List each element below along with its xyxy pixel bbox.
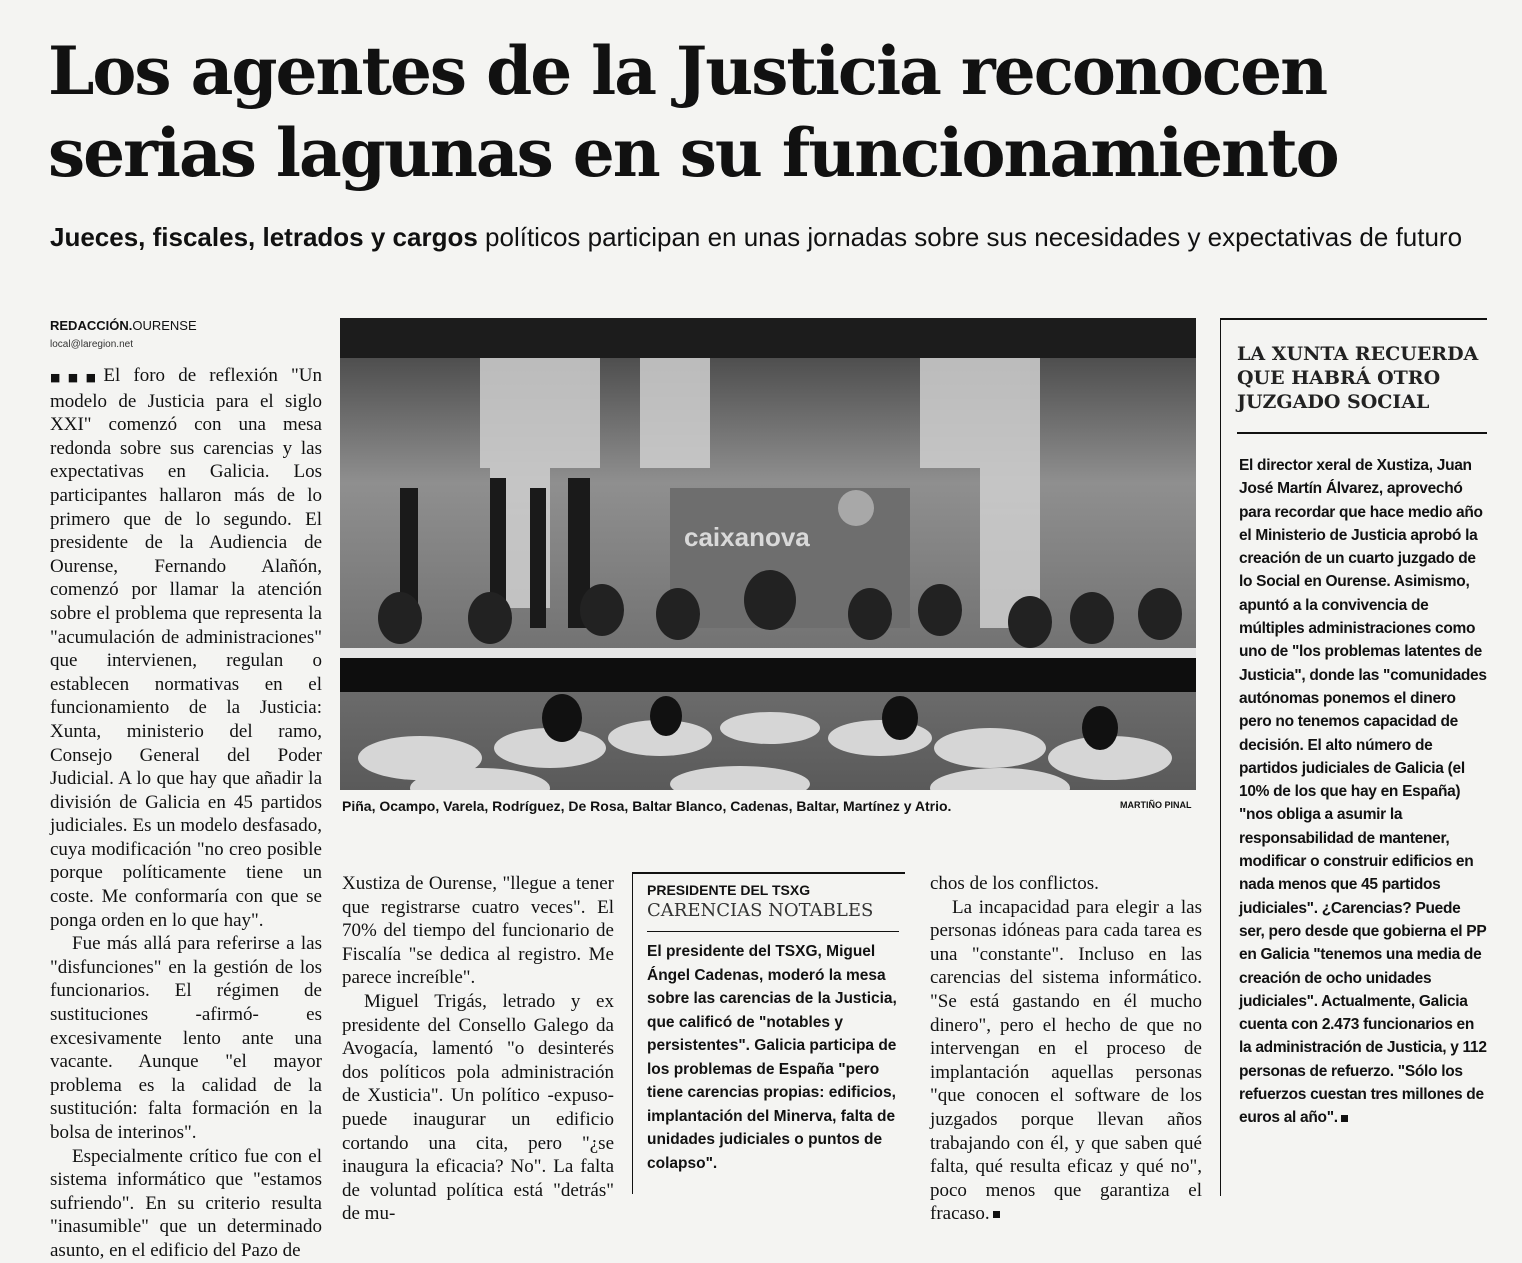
byline (50, 318, 197, 333)
photo-credit: MARTIÑO PINAL (1120, 800, 1192, 810)
box-title: CARENCIAS NOTABLES (647, 900, 874, 921)
article-paragraph: chos de los conflictos. (930, 873, 1099, 894)
photo-sign: caixanova (684, 522, 810, 552)
box-body: El presidente del TSXG, Miguel Ángel Cadenas, moderó la mesa sobre las carencias de la Justicia, que calificó de "notables y persistentes". Galicia participa de los problemas de España "pero tiene carencias propias: edificios, implantación del Minerva, falta de unidades judiciales o puntos de colapso". (647, 943, 897, 1172)
sidebar-divider (1237, 432, 1487, 434)
subtitle-rest: políticos participan en unas jornadas sobre sus necesidades y expectativas de futuro (477, 222, 1463, 252)
photo-caption: Piña, Ocampo, Varela, Rodríguez, De Rosa, Baltar Blanco, Cadenas, Baltar, Martínez y Atrio. (342, 798, 952, 814)
end-mark-icon (1341, 1115, 1348, 1122)
article-column-2 (342, 872, 614, 1226)
headline (48, 30, 1488, 194)
article-paragraph: Xustiza de Ourense, "llegue a tener que registrarse cuatro veces". El 70% del tiempo del funcionario de Fiscalía "se dedica al registro. Me parece increíble". (342, 873, 614, 989)
byline-place: OURENSE (132, 318, 197, 333)
sidebar-title: LA XUNTA RECUERDA QUE HABRÁ OTRO JUZGADO SOCIAL (1237, 343, 1479, 413)
subtitle-bold: Jueces, fiscales, letrados y cargos (50, 222, 478, 252)
byline-email: local@laregion.net (50, 339, 133, 350)
photo-illustration (340, 318, 1196, 790)
headline-line-1: Los agentes de la Justicia reconocen (48, 32, 1327, 110)
article-paragraph: La incapacidad para elegir a las personas idóneas para cada tarea es una "constante". Incluso en las carencias del sistema informático. "Se está gastando en él mucho dinero", pero el hecho de que no intervengan en el proceso de implantación aquellas personas "que conocen el software de los juzgados porque llevan años trabajando con él, y que saben qué falta, qué resulta eficaz y qué no", poco menos que garantiza el fracaso. (930, 896, 1202, 1225)
box-label: PRESIDENTE DEL TSXG (647, 882, 811, 898)
article-paragraph: Fue más allá para referirse a las "disfunciones" en la gestión de los funcionarios. El régimen de sustituciones -afirmó- es excesivamente lento ante una vacante. Aunque "el mayor problema es la calidad de la sustitución: falta formación en la bolsa de interinos". (50, 933, 322, 1143)
byline-name: REDACCIÓN. (50, 318, 133, 333)
box-divider (647, 931, 899, 932)
subtitle (50, 222, 1490, 253)
article-column-1 (50, 364, 322, 1263)
end-mark-icon (993, 1211, 1000, 1218)
article-paragraph: Miguel Trigás, letrado y ex presidente del Consello Galego da Avogacía, lamentó "o desinterés dos políticos pola administración de Xusticia". Un político -expuso- puede inaugurar un edificio cortando una cita, pero "¿se inaugura la eficacia? No". La falta de voluntad política está "detrás" de mu- (342, 990, 614, 1225)
sidebar (1220, 318, 1487, 1196)
event-photo (340, 318, 1196, 790)
article-paragraph: ■■■El foro de reflexión "Un modelo de Justicia para el siglo XXI" comenzó con una mesa redonda sobre sus carencias y las expectativas en Galicia. Los participantes hallaron más de lo primero que de lo segundo. El presidente de la Audiencia de Ourense, Fernando Alañón, comenzó por llamar la atención sobre el problema que representa la "acumulación de administraciones" que intervienen, regulan o establecen normativas en el funcionamiento de la Justicia: Xunta, ministerio del ramo, Consejo General del Poder Judicial. A lo que hay que añadir la división de Galicia en 45 partidos judiciales. Es un modelo desfasado, cuya modificación "no creo posible porque políticamente tiene un coste. Me conformaría con que se ponga orden en lo que hay". (50, 365, 322, 931)
article-column-3 (930, 872, 1202, 1226)
quote-box (632, 872, 905, 1194)
article-paragraph: Especialmente crítico fue con el sistema informático que "estamos sufriendo". En su criterio resulta "inasumible" que un determinado asunto, en el edificio del Pazo de (50, 1145, 322, 1261)
headline-line-2: serias lagunas en su funcionamiento (48, 114, 1338, 192)
sidebar-body: El director xeral de Xustiza, Juan José Martín Álvarez, aprovechó para recordar que hace medio año el Ministerio de Justicia aprobó la creación de un cuarto juzgado de lo Social en Ourense. Asimismo, apuntó a la convivencia de múltiples administraciones como uno de "los problemas latentes de Justicia", donde las "comunidades autónomas ponemos el dinero pero no tenemos capacidad de decisión. El alto número de partidos judiciales de Galicia (el 10% de los que hay en España) "nos obliga a asumir la responsabilidad de mantener, modificar o construir edificios en nada menos que 45 partidos judiciales". ¿Carencias? Puede ser, pero desde que gobierna el PP en Galicia "tenemos una media de creación de ocho unidades judiciales". Actualmente, Galicia cuenta con 2.473 funcionarios en la administración de Justicia, y 112 personas de refuerzo. "Sólo los refuerzos cuestan tres millones de euros al año". (1239, 457, 1487, 1127)
lead-marker: ■■■ (50, 371, 104, 384)
